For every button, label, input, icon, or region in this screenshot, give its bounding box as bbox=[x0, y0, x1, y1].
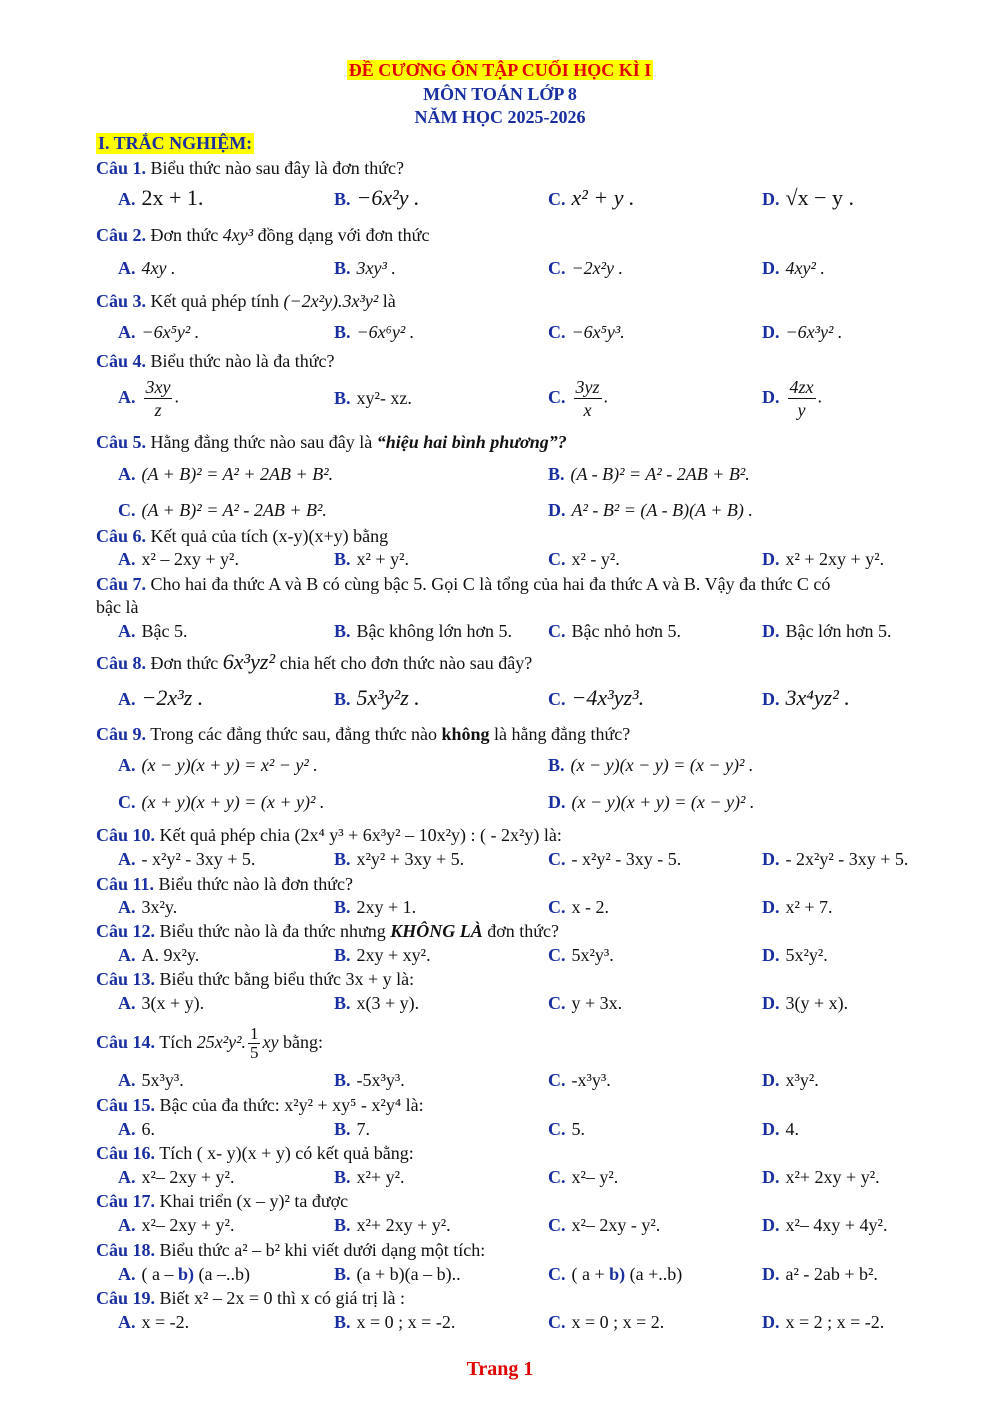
page-number: Trang 1 bbox=[466, 1358, 534, 1380]
q4-d-fraction: $\frac{4zx}{y}$ bbox=[789, 377, 814, 420]
q15-option-d[interactable]: D. 4. bbox=[762, 1119, 799, 1139]
document-title: ĐỀ CƯƠNG ÔN TẬP CUỐI HỌC KÌ I bbox=[348, 60, 652, 80]
q2-option-b[interactable]: B. 3xy³ . bbox=[334, 258, 396, 278]
q9-option-d[interactable]: D. (x − y)(x + y) = (x − y)² . bbox=[548, 792, 755, 812]
q8-option-c[interactable]: C. −4x³yz³. bbox=[548, 685, 645, 710]
q16-option-c[interactable]: C. x²– y². bbox=[548, 1167, 619, 1187]
q5-option-b[interactable]: B. (A - B)² = A² - 2AB + B². bbox=[548, 464, 750, 484]
question-17: Câu 17. Khai triển (x – y)² ta được bbox=[96, 1191, 349, 1211]
q15-option-c[interactable]: C. 5. bbox=[548, 1119, 585, 1139]
question-7-line2: bậc là bbox=[96, 597, 139, 617]
q14-option-a[interactable]: A. 5x³y³. bbox=[118, 1070, 184, 1090]
q8-option-a[interactable]: A. −2x³z . bbox=[118, 685, 204, 710]
q9-option-c[interactable]: C. (x + y)(x + y) = (x + y)² . bbox=[118, 792, 325, 812]
q5-option-a[interactable]: A. (A + B)² = A² + 2AB + B². bbox=[118, 464, 334, 484]
section-heading: I. TRẮC NGHIỆM: bbox=[98, 133, 253, 153]
q3-option-d[interactable]: D. −6x³y² . bbox=[762, 322, 843, 342]
q13-option-c[interactable]: C. y + 3x. bbox=[548, 993, 623, 1013]
q6-option-d[interactable]: D. x² + 2xy + y². bbox=[762, 549, 885, 569]
question-19: Câu 19. Biết x² – 2x = 0 thì x có giá trị là : bbox=[96, 1288, 406, 1308]
q5-option-c[interactable]: C. (A + B)² = A² - 2AB + B². bbox=[118, 500, 327, 520]
question-18: Câu 18. Biểu thức a² – b² khi viết dưới dạng một tích: bbox=[96, 1240, 486, 1260]
q7-option-c[interactable]: C. Bậc nhỏ hơn 5. bbox=[548, 621, 682, 641]
q1-option-d[interactable]: D. √x − y . bbox=[762, 185, 854, 210]
q7-option-d[interactable]: D. Bậc lớn hơn 5. bbox=[762, 621, 892, 641]
q4-option-a[interactable]: A. $\frac{3xy}{z}$ . bbox=[118, 377, 179, 420]
q7-option-a[interactable]: A. Bậc 5. bbox=[118, 621, 188, 641]
q12-option-c[interactable]: C. 5x²y³. bbox=[548, 945, 614, 965]
question-5: Câu 5. Hằng đẳng thức nào sau đây là “hiệu hai bình phương”? bbox=[96, 432, 567, 452]
q16-option-a[interactable]: A. x²– 2xy + y². bbox=[118, 1167, 235, 1187]
question-7: Câu 7. Cho hai đa thức A và B có cùng bậc 5. Gọi C là tổng của hai đa thức A và B. Vậy đa thức C có bbox=[96, 574, 831, 594]
q6-option-c[interactable]: C. x² - y². bbox=[548, 549, 620, 569]
q2-option-c[interactable]: C. −2x²y . bbox=[548, 258, 624, 278]
q2-option-a[interactable]: A. 4xy . bbox=[118, 258, 176, 278]
q12-option-b[interactable]: B. 2xy + xy². bbox=[334, 945, 431, 965]
q1-option-c[interactable]: C. x² + y . bbox=[548, 185, 635, 210]
q19-option-b[interactable]: B. x = 0 ; x = -2. bbox=[334, 1312, 456, 1332]
subject-line: MÔN TOÁN LỚP 8 bbox=[423, 84, 577, 104]
question-10: Câu 10. Kết quả phép chia (2x⁴ y³ + 6x³y² – 10x²y) : ( - 2x²y) là: bbox=[96, 825, 562, 845]
q4-option-b[interactable]: B. xy²- xz. bbox=[334, 388, 412, 408]
q17-option-a[interactable]: A. x²– 2xy + y². bbox=[118, 1215, 235, 1235]
q14-option-b[interactable]: B. -5x³y³. bbox=[334, 1070, 405, 1090]
q18-option-b[interactable]: B. (a + b)(a – b).. bbox=[334, 1264, 461, 1284]
q9-option-a[interactable]: A. (x − y)(x + y) = x² − y² . bbox=[118, 755, 318, 775]
question-16: Câu 16. Tích ( x- y)(x + y) có kết quả bằng: bbox=[96, 1143, 414, 1163]
question-2: Câu 2. Đơn thức 4xy³ đồng dạng với đơn thức bbox=[96, 225, 430, 245]
q3-option-a[interactable]: A. −6x⁵y² . bbox=[118, 322, 200, 342]
q8-option-b[interactable]: B. 5x³y²z . bbox=[334, 685, 420, 710]
q17-option-c[interactable]: C. x²– 2xy - y². bbox=[548, 1215, 661, 1235]
q3-option-c[interactable]: C. −6x⁵y³. bbox=[548, 322, 625, 342]
question-13: Câu 13. Biểu thức bằng biểu thức 3x + y là: bbox=[96, 969, 415, 989]
question-14: Câu 14. Tích 25x²y². $\frac{1}{5}$ xy bằng: bbox=[96, 1024, 323, 1063]
q5-option-d[interactable]: D. A² - B² = (A - B)(A + B) . bbox=[548, 500, 753, 520]
q11-option-c[interactable]: C. x - 2. bbox=[548, 897, 609, 917]
q15-option-b[interactable]: B. 7. bbox=[334, 1119, 371, 1139]
question-12: Câu 12. Biểu thức nào là đa thức nhưng KHÔNG LÀ đơn thức? bbox=[96, 921, 560, 941]
q10-option-d[interactable]: D. - 2x²y² - 3xy + 5. bbox=[762, 849, 909, 869]
q3-option-b[interactable]: B. −6x⁶y² . bbox=[334, 322, 415, 342]
q12-option-d[interactable]: D. 5x²y². bbox=[762, 945, 828, 965]
q1-option-a[interactable]: A. 2x + 1. bbox=[118, 185, 204, 210]
q18-option-d[interactable]: D. a² - 2ab + b². bbox=[762, 1264, 878, 1284]
question-9: Câu 9. Trong các đẳng thức sau, đẳng thức nào không là hằng đẳng thức? bbox=[96, 724, 631, 744]
school-year: NĂM HỌC 2025-2026 bbox=[414, 107, 586, 127]
q16-option-d[interactable]: D. x²+ 2xy + y². bbox=[762, 1167, 880, 1187]
q10-option-b[interactable]: B. x²y² + 3xy + 5. bbox=[334, 849, 465, 869]
q8-option-d[interactable]: D. 3x⁴yz² . bbox=[762, 685, 850, 710]
q11-option-d[interactable]: D. x² + 7. bbox=[762, 897, 833, 917]
q14-option-d[interactable]: D. x³y². bbox=[762, 1070, 819, 1090]
q4-option-d[interactable]: D. $\frac{4zx}{y}$ . bbox=[762, 377, 822, 420]
question-1: Câu 1. Biểu thức nào sau đây là đơn thức? bbox=[96, 158, 404, 178]
q18-option-c[interactable]: C. ( a + b) (a +..b) bbox=[548, 1264, 683, 1284]
q6-option-a[interactable]: A. x² – 2xy + y². bbox=[118, 549, 239, 569]
q19-option-d[interactable]: D. x = 2 ; x = -2. bbox=[762, 1312, 885, 1332]
q4-c-fraction: $\frac{3yz}{x}$ bbox=[575, 377, 600, 420]
question-15: Câu 15. Bậc của đa thức: x²y² + xy⁵ - x²y⁴ là: bbox=[96, 1095, 424, 1115]
q4-a-fraction: $\frac{3xy}{z}$ bbox=[145, 377, 171, 420]
question-3: Câu 3. Kết quả phép tính (−2x²y).3x³y² là bbox=[96, 291, 396, 311]
q7-option-b[interactable]: B. Bậc không lớn hơn 5. bbox=[334, 621, 513, 641]
q16-option-b[interactable]: B. x²+ y². bbox=[334, 1167, 405, 1187]
q6-option-b[interactable]: B. x² + y². bbox=[334, 549, 409, 569]
q10-option-c[interactable]: C. - x²y² - 3xy - 5. bbox=[548, 849, 682, 869]
q18-option-a[interactable]: A. ( a – b) (a –..b) bbox=[118, 1264, 250, 1284]
q12-option-a[interactable]: A. A. 9x²y. bbox=[118, 945, 200, 965]
question-8: Câu 8. Đơn thức 6x³yz² chia hết cho đơn thức nào sau đây? bbox=[96, 649, 533, 674]
q19-option-a[interactable]: A. x = -2. bbox=[118, 1312, 190, 1332]
question-6: Câu 6. Kết quả của tích (x-y)(x+y) bằng bbox=[96, 526, 389, 546]
q11-option-a[interactable]: A. 3x²y. bbox=[118, 897, 178, 917]
q9-option-b[interactable]: B. (x − y)(x − y) = (x − y)² . bbox=[548, 755, 754, 775]
q1-option-b[interactable]: B. −6x²y . bbox=[334, 185, 420, 210]
q14-fraction: $\frac{1}{5}$ bbox=[249, 1024, 259, 1063]
q13-option-a[interactable]: A. 3(x + y). bbox=[118, 993, 205, 1013]
q19-option-c[interactable]: C. x = 0 ; x = 2. bbox=[548, 1312, 665, 1332]
q13-option-d[interactable]: D. 3(y + x). bbox=[762, 993, 849, 1013]
q17-option-b[interactable]: B. x²+ 2xy + y². bbox=[334, 1215, 451, 1235]
q2-option-d[interactable]: D. 4xy² . bbox=[762, 258, 825, 278]
q10-option-a[interactable]: A. - x²y² - 3xy + 5. bbox=[118, 849, 256, 869]
q11-option-b[interactable]: B. 2xy + 1. bbox=[334, 897, 417, 917]
q4-option-c[interactable]: C. $\frac{3yz}{x}$ . bbox=[548, 377, 608, 420]
question-4: Câu 4. Biểu thức nào là đa thức? bbox=[96, 351, 335, 371]
q13-option-b[interactable]: B. x(3 + y). bbox=[334, 993, 420, 1013]
q14-option-c[interactable]: C. -x³y³. bbox=[548, 1070, 611, 1090]
q17-option-d[interactable]: D. x²– 4xy + 4y². bbox=[762, 1215, 888, 1235]
question-11: Câu 11. Biểu thức nào là đơn thức? bbox=[96, 874, 354, 894]
q15-option-a[interactable]: A. 6. bbox=[118, 1119, 155, 1139]
